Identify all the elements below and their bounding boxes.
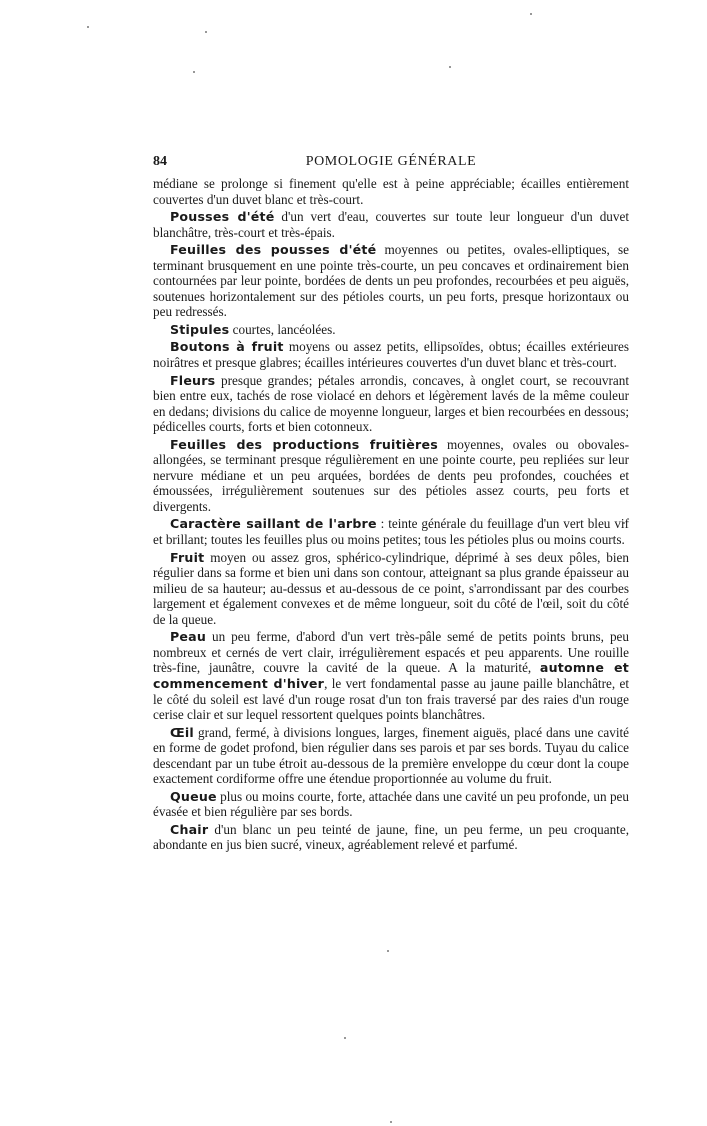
- maturity-term: automne et commencement d'hiver: [153, 660, 629, 691]
- entry-term: Stipules: [170, 321, 230, 337]
- entry-term: Œil: [170, 724, 194, 740]
- paragraph-text: moyens ou assez petits, ellipsoïdes, obtus; écailles extérieures noirâtres et presque glabres; écailles intérieures couvertes d'un duvet blanc et très-court.: [153, 339, 629, 371]
- page-number: 84: [153, 154, 167, 169]
- paragraph-pousses: [153, 209, 629, 240]
- running-title: POMOLOGIE GÉNÉRALE: [305, 154, 477, 169]
- paragraph-text: grand, fermé, à divisions longues, larges, finement aiguës, placé dans une cavité en forme de godet profond, bien régulier dans ses parois et par ses bords. Tuyau du calice descendant par un tube étroit au-dessous de la première enveloppe du cœur dont la coupe exactement cordiforme offre une étendue proportionnée au volume du fruit.: [153, 724, 629, 787]
- paragraph-peau: [153, 629, 629, 722]
- entry-term: Fleurs: [170, 372, 216, 388]
- entry-term: Queue: [170, 788, 217, 804]
- paragraph-continuation: [153, 176, 629, 207]
- paragraph-text: courtes, lancéolées.: [229, 321, 336, 337]
- scan-speck: [387, 950, 389, 952]
- book-page: [153, 154, 629, 853]
- scan-speck: [87, 26, 89, 28]
- entry-term: Peau: [170, 629, 207, 645]
- entry-term: Boutons à fruit: [170, 339, 284, 355]
- page-header: [153, 154, 629, 172]
- page-body: [153, 176, 629, 853]
- paragraph-text: un peu ferme, d'abord d'un vert très-pâle semé de petits points bruns, peu nombreux et cernés de vert clair, irrégulièrement espacés et peu apparents. Une rouille très-fine, jaunâtre, couvre la cavité de la queue. A la maturité,: [153, 629, 629, 676]
- scan-speck: [530, 13, 532, 15]
- paragraph-text: presque grandes; pétales arrondis, concaves, à onglet court, se recouvrant bien entre eux, tachés de rose violacé en dehors et légèrement lavés de la même couleur en dedans; divisions du calice de moyenne longueur, larges et bien recourbées en dessous; pédicelles courts, forts et bien cotonneux.: [153, 372, 629, 435]
- paragraph-fruit: [153, 550, 629, 628]
- scan-speck: [344, 1037, 346, 1039]
- paragraph-text: moyen ou assez gros, sphérico-cylindrique, déprimé à ses deux pôles, bien régulier dans sa forme et bien uni dans son contour, atteignant sa plus grande épaisseur au milieu de sa hauteur; au-dessus et au-dessous de ce point, s'arrondissant par des courbes largement et également convexes et de même longueur, soit du côté de l'œil, soit du côté de la queue.: [153, 549, 629, 627]
- scan-speck: [390, 1121, 392, 1123]
- entry-term: Feuilles des productions fruitières: [170, 436, 438, 452]
- paragraph-text: plus ou moins courte, forte, attachée dans une cavité un peu profonde, un peu évasée et bien régulière par ses bords.: [153, 788, 629, 820]
- scan-speck: [193, 71, 195, 73]
- entry-term: Chair: [170, 821, 209, 837]
- entry-term: Feuilles des pousses d'été: [170, 242, 377, 258]
- paragraph-feuilles-pousses: [153, 242, 629, 320]
- paragraph-text: moyennes, ovales ou obovales-allongées, se terminant presque régulièrement en une pointe courte, peu repliées sur leur nervure médiane et un peu arquées, bordées de dents peu profondes, couchées et émoussées, irrégulièrement soutenues sur des pétioles assez courts, peu forts et divergents.: [153, 436, 629, 514]
- paragraph-chair: [153, 822, 629, 853]
- paragraph-text: d'un vert d'eau, couvertes sur toute leur longueur d'un duvet blanchâtre, très-court et très-épais.: [153, 209, 629, 240]
- paragraph-text: , le vert fondamental passe au jaune paille blanchâtre, et le côté du soleil est lavé d'un rouge rosat d'un ton frais traversé par des raies d'un rouge cerise clair et sur lequel ressortent quelques points blanchâtres.: [153, 675, 629, 723]
- paragraph-caractere: [153, 516, 629, 547]
- entry-term: Fruit: [170, 549, 205, 565]
- paragraph-boutons: [153, 339, 629, 370]
- paragraph-stipules: [153, 322, 629, 338]
- scan-speck: [449, 66, 451, 68]
- paragraph-fleurs: [153, 373, 629, 435]
- paragraph-text: moyennes ou petites, ovales-elliptiques, se terminant brusquement en une pointe très-courte, un peu concaves et ordinairement bien contournées par leur pointe, bordées de dents un peu profondes, recourbées et peu aiguës, soutenues horizontalement sur des pétioles courts, un peu forts, presque horizontaux ou peu redressés.: [153, 242, 629, 320]
- entry-term: Pousses d'été: [170, 209, 275, 225]
- paragraph-oeil: [153, 725, 629, 787]
- paragraph-text: d'un blanc un peu teinté de jaune, fine, un peu ferme, un peu croquante, abondante en jus bien sucré, vineux, agréablement relevé et parfumé.: [153, 821, 629, 853]
- paragraph-feuilles-productions: [153, 437, 629, 515]
- paragraph-queue: [153, 789, 629, 820]
- entry-term: Caractère saillant de l'arbre: [170, 516, 377, 532]
- paragraph-text: : teinte générale du feuillage d'un vert bleu vif et brillant; toutes les feuilles plus ou moins petites; tous les pétioles plus ou moins courts.: [153, 516, 629, 548]
- paragraph-text: médiane se prolonge si finement qu'elle est à peine appréciable; écailles entièrement couvertes d'un duvet blanc et très-court.: [153, 176, 629, 207]
- scan-speck: [205, 31, 207, 33]
